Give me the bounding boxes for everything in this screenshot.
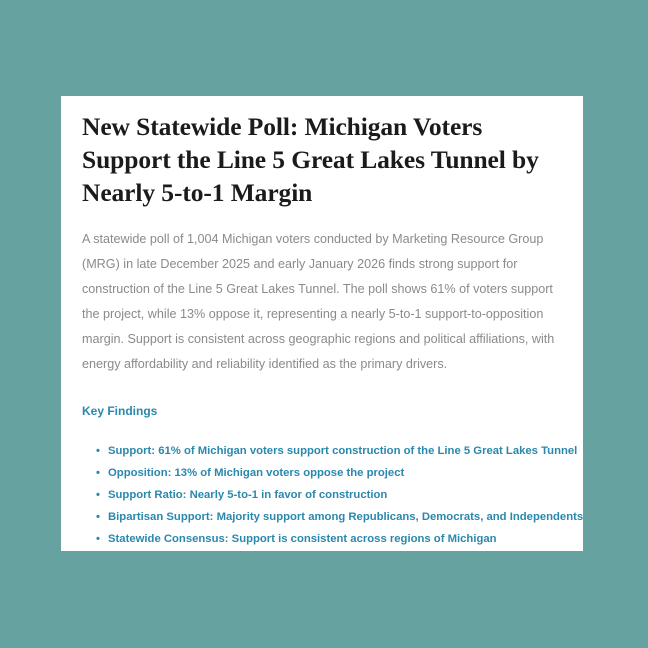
bullet-icon: • [96,489,100,501]
finding-text: Opposition: 13% of Michigan voters oppose the project [108,467,405,479]
finding-text: Statewide Consensus: Support is consistent across regions of Michigan [108,533,497,545]
key-findings-list [82,440,584,550]
finding-item-support[interactable] [82,440,578,462]
finding-item-bipartisan-support[interactable] [82,506,584,528]
finding-item-support-ratio[interactable] [82,484,573,506]
finding-item-opposition[interactable] [82,462,573,484]
bullet-icon: • [96,467,100,479]
key-findings-heading: Key Findings [82,404,158,418]
article-card [61,96,583,551]
finding-text: Support: 61% of Michigan voters support construction of the Line 5 Great Lakes Tunnel [108,445,578,457]
bullet-icon: • [96,445,100,457]
finding-text: Support Ratio: Nearly 5-to-1 in favor of construction [108,489,388,501]
finding-item-statewide-consensus[interactable] [82,528,573,550]
article-title: New Statewide Poll: Michigan Voters Support the Line 5 Great Lakes Tunnel by Nearly 5-to-1 Margin [82,112,539,207]
finding-text: Bipartisan Support: Majority support among Republicans, Democrats, and Independents [108,511,584,523]
bullet-icon: • [96,511,100,523]
bullet-icon: • [96,533,100,545]
article-lead-paragraph: A statewide poll of 1,004 Michigan voters conducted by Marketing Resource Group (MRG) in late December 2025 and early January 2026 finds strong support for construction of the Line 5 Great Lakes Tunnel. The poll shows 61% of voters support the project, while 13% oppose it, representing a nearly 5-to-1 support-to-opposition margin. Support is consistent across geographic regions and political affiliations, with energy affordability and reliability identified as the primary drivers. [82,232,555,371]
